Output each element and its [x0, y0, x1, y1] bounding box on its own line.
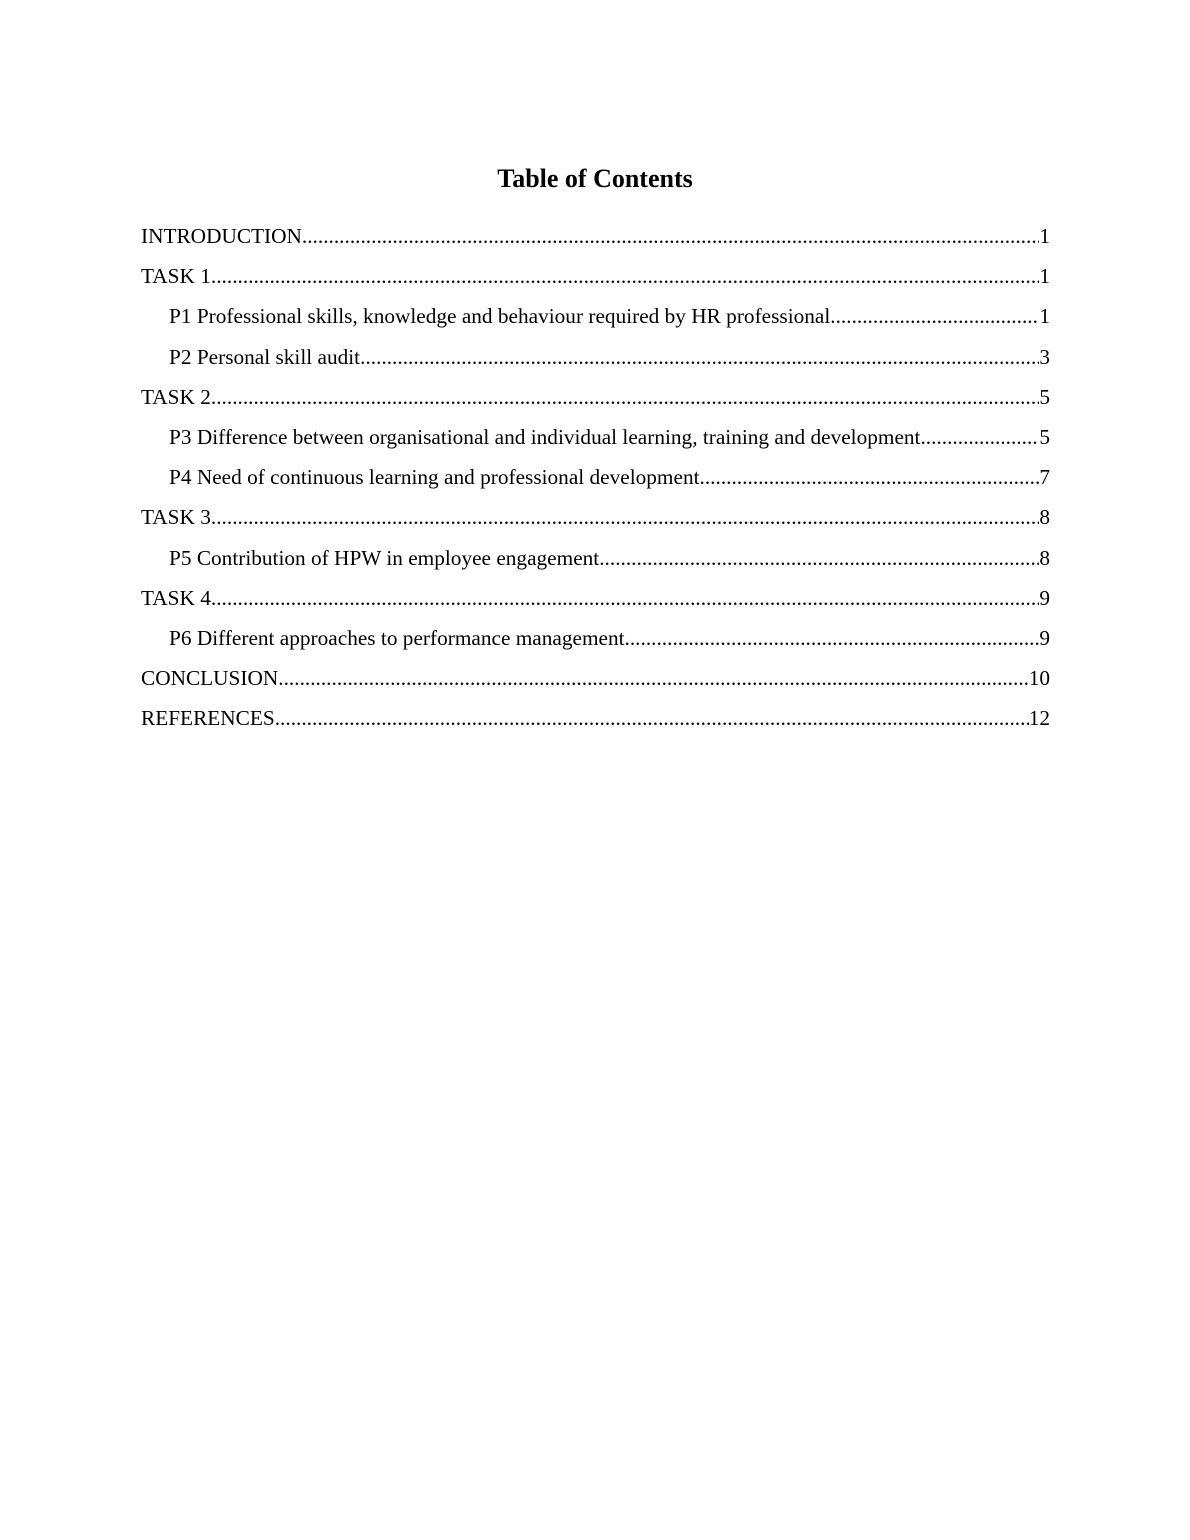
toc-entry-text: TASK 4 — [141, 585, 211, 610]
toc-entry[interactable] — [141, 502, 1050, 542]
toc-page-number: 5 — [1039, 424, 1050, 449]
toc-dot-leader — [211, 261, 1039, 291]
toc-dot-leader — [278, 663, 1028, 693]
toc-dot-leader — [360, 342, 1039, 372]
toc-entry-text: TASK 1 — [141, 264, 211, 289]
toc-entry-text: P5 Contribution of HPW in employee engagement — [169, 545, 600, 570]
toc-entry-text: REFERENCES — [141, 706, 275, 731]
toc-entry-text: CONCLUSION — [141, 666, 279, 691]
toc-page-number: 8 — [1039, 545, 1050, 570]
toc-entry[interactable] — [141, 583, 1050, 623]
toc-dot-leader — [830, 301, 1039, 331]
table-of-contents — [141, 221, 1050, 743]
toc-entry[interactable] — [141, 382, 1050, 422]
toc-dot-leader — [625, 623, 1040, 653]
toc-page-number: 10 — [1028, 666, 1050, 691]
toc-entry-text: INTRODUCTION — [141, 224, 302, 248]
toc-entry[interactable] — [141, 221, 1050, 261]
toc-page-number: 8 — [1039, 505, 1050, 530]
toc-page-number: 1 — [1039, 224, 1050, 248]
toc-dot-leader — [211, 583, 1039, 613]
toc-dot-leader — [920, 422, 1039, 452]
toc-page-number: 5 — [1039, 384, 1050, 409]
toc-entry-text: P4 Need of continuous learning and professional development — [169, 465, 700, 490]
toc-dot-leader — [599, 543, 1039, 573]
toc-dot-leader — [211, 502, 1039, 532]
toc-page-number: 12 — [1028, 706, 1050, 731]
toc-entry-text: P3 Difference between organisational and individual learning, training and development — [169, 424, 921, 449]
toc-entry[interactable] — [141, 663, 1050, 703]
toc-entry[interactable] — [141, 623, 1050, 663]
toc-entry-text: TASK 2 — [141, 384, 211, 409]
toc-page-number: 7 — [1039, 465, 1050, 490]
toc-dot-leader — [211, 382, 1039, 412]
toc-entry[interactable] — [141, 543, 1050, 583]
page-title: Table of Contents — [497, 164, 693, 193]
toc-entry[interactable] — [141, 342, 1050, 382]
toc-entry[interactable] — [141, 301, 1050, 341]
toc-entry-text: P2 Personal skill audit — [169, 344, 361, 369]
toc-dot-leader — [275, 703, 1029, 733]
toc-page-number: 1 — [1039, 264, 1050, 289]
toc-page-number: 9 — [1039, 585, 1050, 610]
toc-dot-leader — [700, 462, 1040, 492]
toc-entry-text: P1 Professional skills, knowledge and behaviour required by HR professional — [169, 304, 831, 329]
toc-page-number: 9 — [1039, 625, 1050, 650]
toc-entry[interactable] — [141, 261, 1050, 301]
toc-entry-text: P6 Different approaches to performance management — [169, 625, 625, 650]
toc-entry[interactable] — [141, 422, 1050, 462]
toc-page-number: 3 — [1039, 344, 1050, 369]
toc-entry[interactable] — [141, 703, 1050, 743]
toc-dot-leader — [302, 221, 1039, 251]
toc-page-number: 1 — [1039, 304, 1050, 329]
toc-entry[interactable] — [141, 462, 1050, 502]
toc-entry-text: TASK 3 — [141, 505, 211, 530]
